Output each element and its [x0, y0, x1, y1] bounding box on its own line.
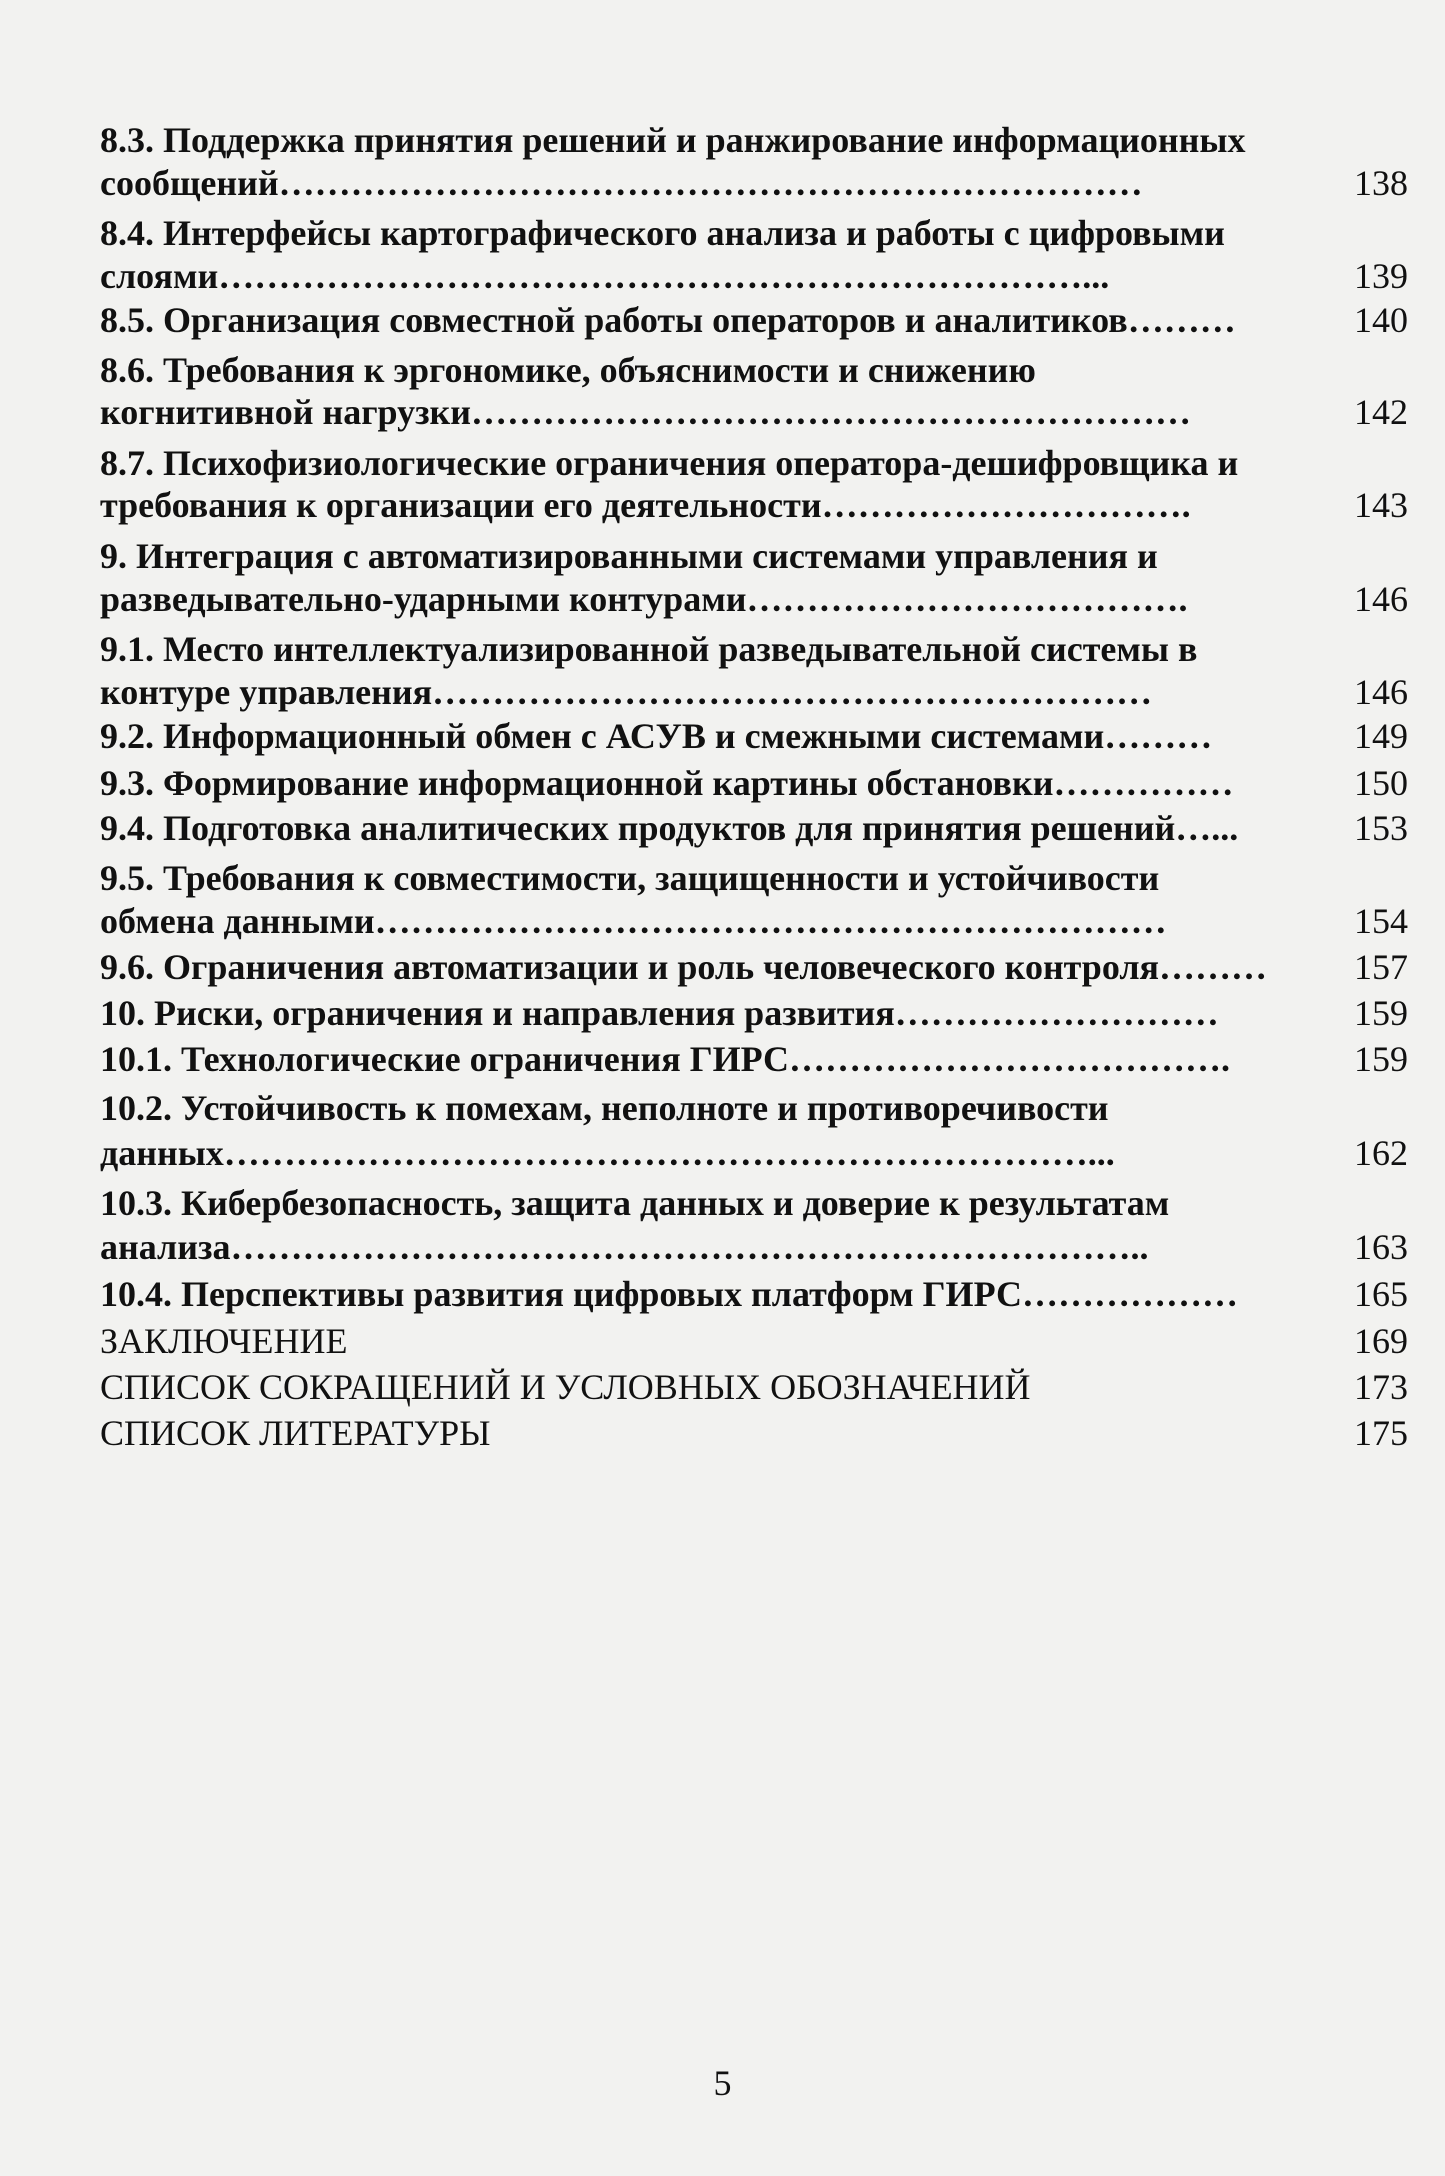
toc-entry-page: 159 [1354, 1039, 1408, 1079]
toc-line [0, 389, 1445, 435]
toc-entry-page: 154 [1354, 901, 1408, 941]
toc-entry-text: 8.4. Интерфейсы картографического анализа и работы с цифровыми [100, 213, 1225, 253]
toc-entry-text: требования к организации его деятельности…………………………. [100, 485, 1191, 525]
toc-line [0, 626, 1445, 672]
toc-line [0, 898, 1445, 944]
page-number: 5 [713, 2063, 732, 2103]
toc-entry-text: 9. Интеграция с автоматизированными системами управления и [100, 536, 1158, 576]
toc-line [0, 805, 1445, 851]
toc-entry-text: контуре управления…………………………………………………… [100, 672, 1153, 712]
toc-line [0, 117, 1445, 163]
toc-entry-page: 146 [1354, 672, 1408, 712]
toc-entry-text: разведывательно-ударными контурами………………………………. [100, 579, 1188, 619]
toc-entry-text: 8.6. Требования к эргономике, объяснимости и снижению [100, 350, 1036, 390]
toc-line [0, 1085, 1445, 1131]
toc-entry-text: 10.1. Технологические ограничения ГИРС………………………………. [100, 1039, 1231, 1079]
toc-entry-text: обмена данными………………………………………………………… [100, 901, 1167, 941]
toc-entry-text: 10.3. Кибербезопасность, защита данных и доверие к результатам [100, 1183, 1170, 1223]
toc-line [0, 1410, 1445, 1456]
toc-entry-page: 163 [1354, 1227, 1408, 1267]
toc-entry-page: 150 [1354, 763, 1408, 803]
toc-entry-page: 143 [1354, 485, 1408, 525]
toc-line [0, 347, 1445, 393]
toc-entry-text: 9.2. Информационный обмен с АСУВ и смежными системами……… [100, 716, 1213, 756]
toc-line [0, 713, 1445, 759]
toc-entry-text: ЗАКЛЮЧЕНИЕ [100, 1321, 348, 1361]
toc-line [0, 855, 1445, 901]
toc-entry-text: сообщений……………………………………………………………… [100, 163, 1143, 203]
toc-entry-text: 9.3. Формирование информационной картины обстановки…………… [100, 763, 1234, 803]
toc-line [0, 1180, 1445, 1226]
toc-line [0, 210, 1445, 256]
toc-entry-page: 146 [1354, 579, 1408, 619]
toc-entry-text: 8.3. Поддержка принятия решений и ранжирование информационных [100, 120, 1246, 160]
toc-entry-text: 10. Риски, ограничения и направления развития……………………… [100, 993, 1219, 1033]
toc-entry-page: 153 [1354, 808, 1408, 848]
toc-entry-text: 8.5. Организация совместной работы операторов и аналитиков……… [100, 300, 1236, 340]
toc-entry-text: СПИСОК СОКРАЩЕНИЙ И УСЛОВНЫХ ОБОЗНАЧЕНИЙ [100, 1367, 1031, 1407]
toc-entry-page: 149 [1354, 716, 1408, 756]
toc-entry-page: 142 [1354, 392, 1408, 432]
toc-line [0, 944, 1445, 990]
toc-line [0, 1318, 1445, 1364]
toc-line [0, 440, 1445, 486]
toc-entry-page: 169 [1354, 1321, 1408, 1361]
toc-entry-text: 10.2. Устойчивость к помехам, неполноте и противоречивости [100, 1088, 1109, 1128]
toc-line [0, 990, 1445, 1036]
toc-line [0, 482, 1445, 528]
toc-entry-text: данных………………………………………………………………... [100, 1133, 1115, 1173]
toc-line [0, 669, 1445, 715]
toc-entry-text: слоями………………………………………………………………... [100, 256, 1110, 296]
toc-entry-text: 9.5. Требования к совместимости, защищенности и устойчивости [100, 858, 1160, 898]
toc-line [0, 253, 1445, 299]
toc-entry-text: когнитивной нагрузки…………………………………………………… [100, 392, 1192, 432]
toc-line [0, 576, 1445, 622]
toc-line [0, 1036, 1445, 1082]
toc-line [0, 1130, 1445, 1176]
toc-entry-text: 10.4. Перспективы развития цифровых платформ ГИРС……………… [100, 1274, 1238, 1314]
toc-line [0, 1364, 1445, 1410]
toc-entry-page: 140 [1354, 300, 1408, 340]
toc-entry-text: 9.4. Подготовка аналитических продуктов для принятия решений…... [100, 808, 1239, 848]
toc-entry-page: 159 [1354, 993, 1408, 1033]
toc-entry-page: 173 [1354, 1367, 1408, 1407]
toc-entry-text: 9.6. Ограничения автоматизации и роль человеческого контроля……… [100, 947, 1268, 987]
toc-entry-page: 138 [1354, 163, 1408, 203]
toc-line [0, 533, 1445, 579]
toc-entry-text: анализа………………………………………………………………….. [100, 1227, 1149, 1267]
toc-entry-text: СПИСОК ЛИТЕРАТУРЫ [100, 1413, 491, 1453]
toc-entry-page: 175 [1354, 1413, 1408, 1453]
toc-line [0, 1271, 1445, 1317]
toc-entry-page: 157 [1354, 947, 1408, 987]
toc-line [0, 297, 1445, 343]
toc-entry-page: 162 [1354, 1133, 1408, 1173]
toc-entry-text: 8.7. Психофизиологические ограничения оператора-дешифровщика и [100, 443, 1239, 483]
toc-line [0, 1224, 1445, 1270]
toc-entry-page: 139 [1354, 256, 1408, 296]
toc-line [0, 760, 1445, 806]
toc-entry-text: 9.1. Место интеллектуализированной разведывательной системы в [100, 629, 1198, 669]
toc-entry-page: 165 [1354, 1274, 1408, 1314]
toc-line [0, 160, 1445, 206]
